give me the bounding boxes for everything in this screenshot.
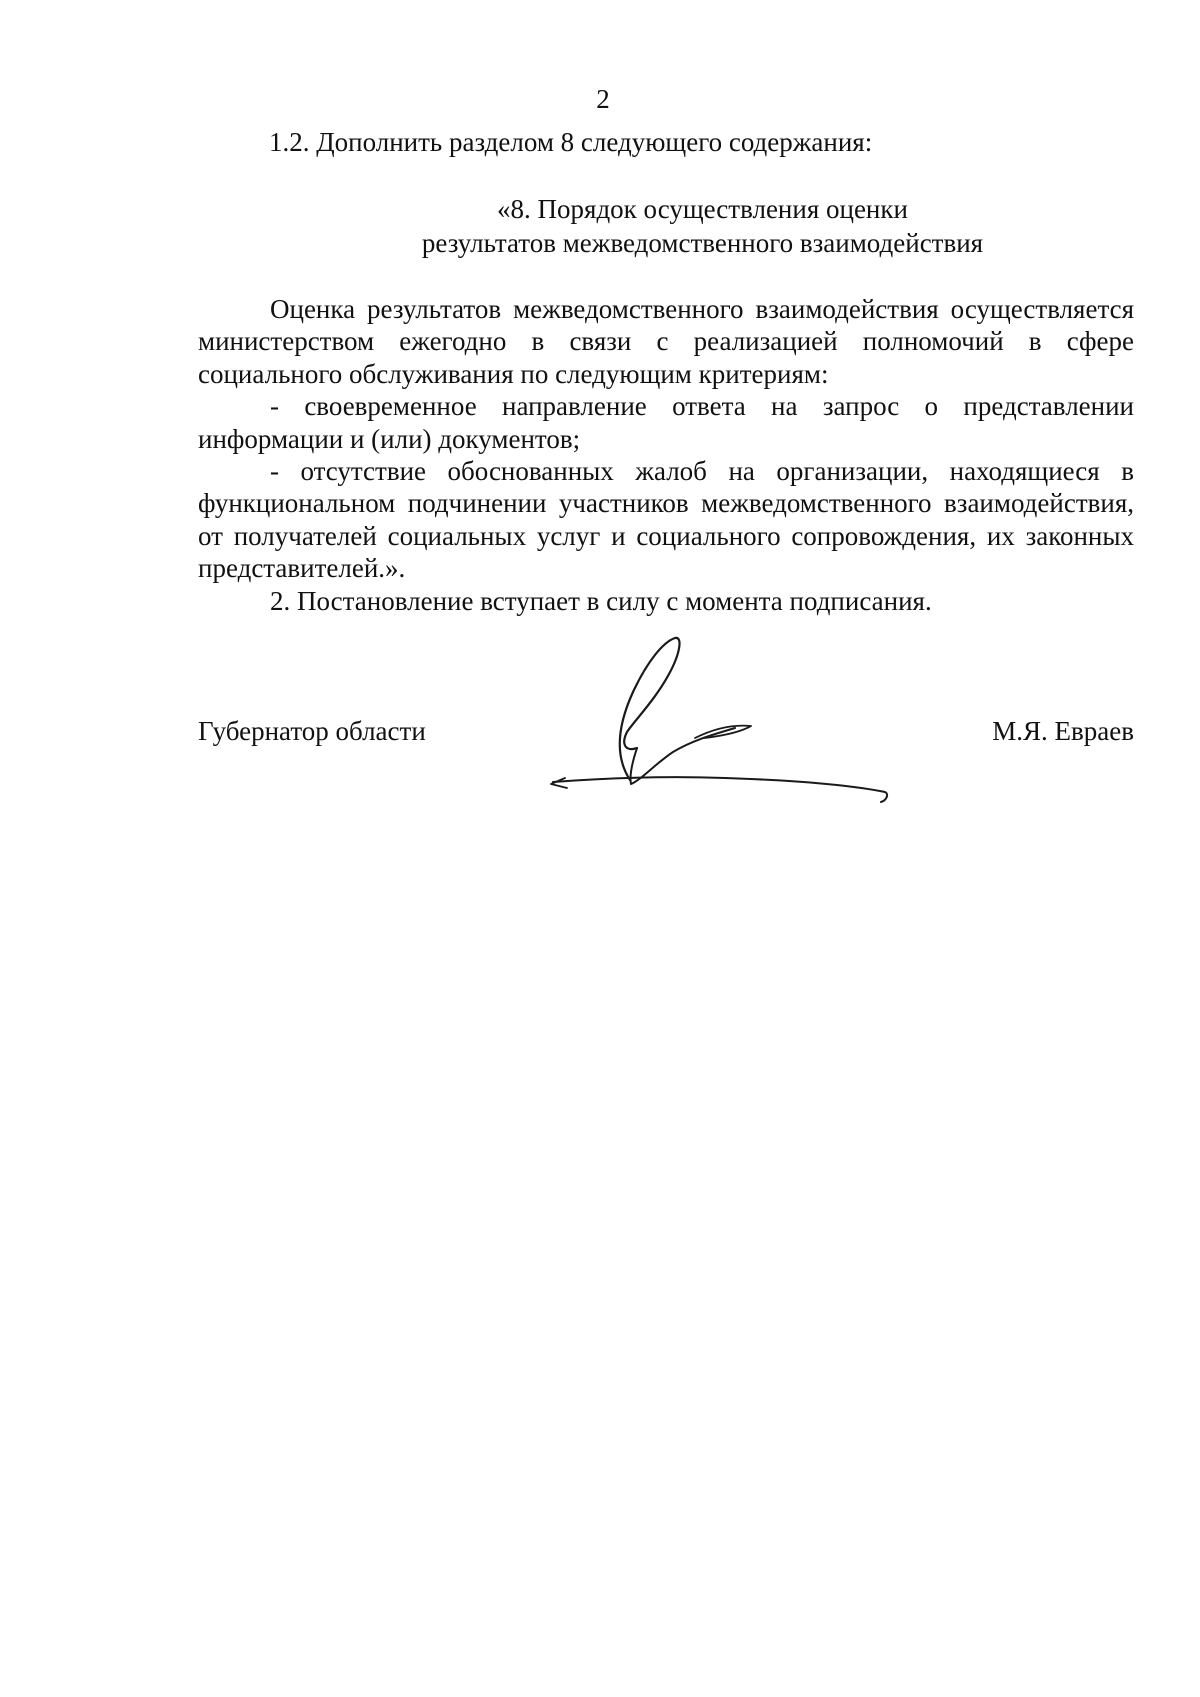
body-text xyxy=(198,293,1134,617)
signature-arrow-stroke xyxy=(551,778,567,788)
criterion-item-1: - своевременное направление ответа на запрос о представлении информации и (или) документов; xyxy=(198,391,1134,454)
amendment-heading: 1.2. Дополнить разделом 8 следующего содержания: xyxy=(269,127,873,157)
signature-baseline-stroke xyxy=(553,777,887,802)
handwritten-signature xyxy=(545,632,935,822)
paragraph-intro: Оценка результатов межведомственного взаимодействия осуществляется министерством ежегодно в связи с реализацией полномочий в сфере социального обслуживания по следующим критериям: xyxy=(198,294,1134,389)
criterion-item-2: - отсутствие обоснованных жалоб на организации, находящиеся в функциональном подчинении участников межведомственного взаимодействия, от получателей социальных услуг и социального сопровождения, их законных представителей.». xyxy=(198,456,1134,584)
section-title xyxy=(390,192,1015,260)
paragraph-effective-date: 2. Постановление вступает в силу с момента подписания. xyxy=(270,585,932,616)
signature-loop-stroke xyxy=(620,638,680,780)
section-title-line-2: результатов межведомственного взаимодействия xyxy=(421,228,984,258)
signatory-position: Губернатор области xyxy=(198,716,426,746)
section-title-line-1: «8. Порядок осуществления оценки xyxy=(497,194,908,224)
signatory-name: М.Я. Евраев xyxy=(992,716,1134,746)
page-number: 2 xyxy=(596,84,610,114)
